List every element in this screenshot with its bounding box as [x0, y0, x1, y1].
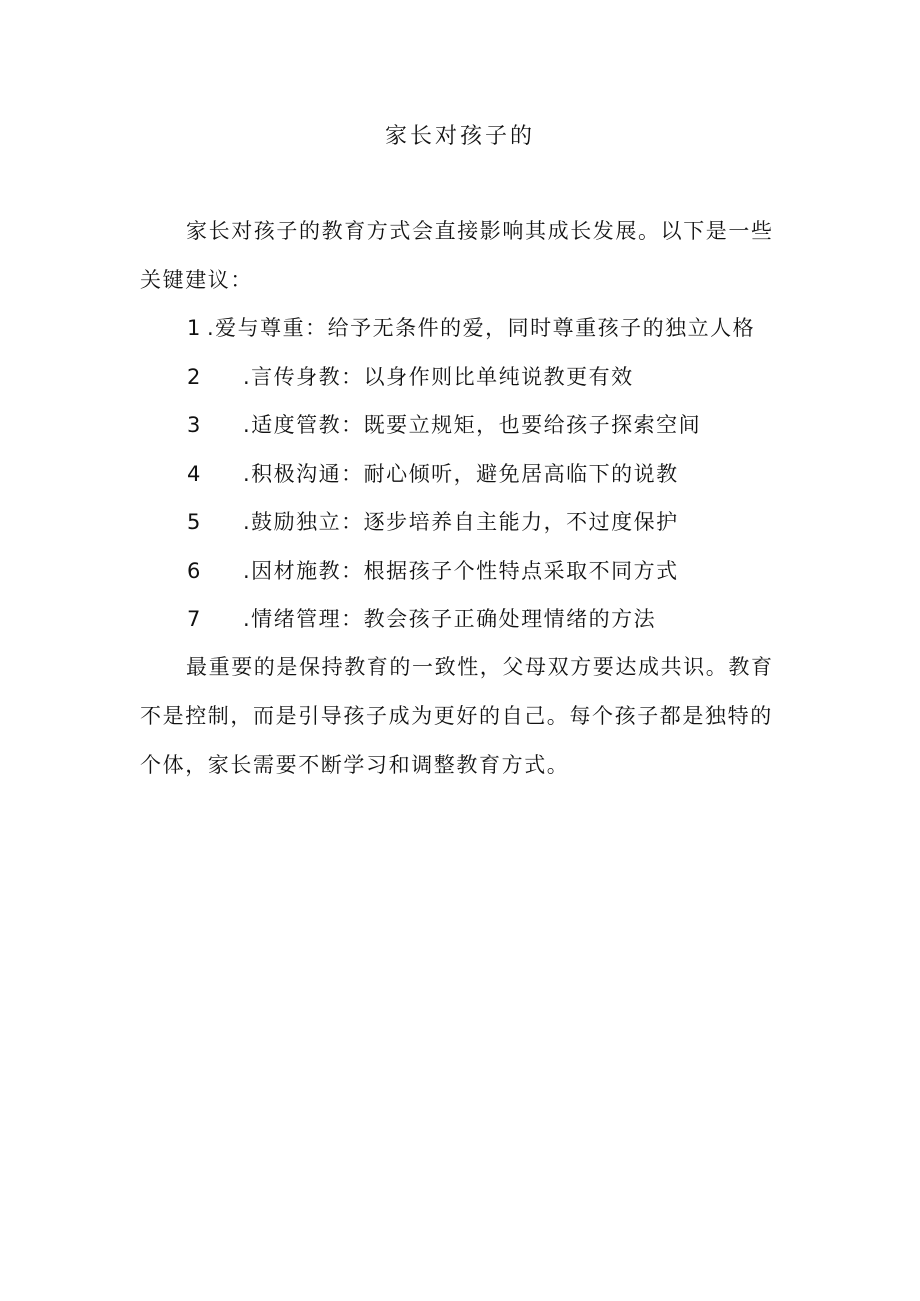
list-item — [187, 304, 807, 353]
list-item-number: 2 — [187, 364, 202, 389]
list-item — [187, 353, 807, 402]
list-item-text: .积极沟通：耐心倾听，避免居高临下的说教 — [243, 461, 679, 486]
list-item-number: 1 — [187, 316, 202, 340]
list-item-text: .情绪管理：教会孩子正确处理情绪的方法 — [243, 607, 657, 631]
intro-paragraph: 家长对孩子的教育方式会直接影响其成长发展。以下是一些关键建议： — [140, 219, 774, 292]
list-item-number: 5 — [187, 510, 202, 534]
list-item-text: .鼓励独立：逐步培养自主能力，不过度保护 — [243, 510, 679, 534]
list-item-number: 3 — [187, 413, 202, 437]
suggestion-list — [187, 304, 807, 644]
list-item — [187, 498, 807, 547]
list-item-text: .因材施教：根据孩子个性特点采取不同方式 — [243, 558, 679, 583]
list-item-number: 7 — [187, 607, 202, 631]
document-title: 家长对孩子的 — [384, 124, 535, 149]
conclusion-paragraph: 最重要的是保持教育的一致性，父母双方要达成共识。教育不是控制，而是引导孩子成为更好的自己。每个孩子都是独特的个体，家长需要不断学习和调整教育方式。 — [140, 655, 774, 777]
list-item — [187, 401, 807, 450]
list-item-text: .言传身教：以身作则比单纯说教更有效 — [243, 364, 634, 389]
list-item — [187, 595, 807, 644]
list-item — [187, 547, 807, 596]
list-item-number: 6 — [187, 558, 202, 583]
list-item-text: .爱与尊重：给予无条件的爱，同时尊重孩子的独立人格 — [207, 316, 756, 340]
list-item — [187, 450, 807, 499]
list-item-text: .适度管教：既要立规矩，也要给孩子探索空间 — [243, 413, 702, 437]
list-item-number: 4 — [187, 461, 202, 486]
